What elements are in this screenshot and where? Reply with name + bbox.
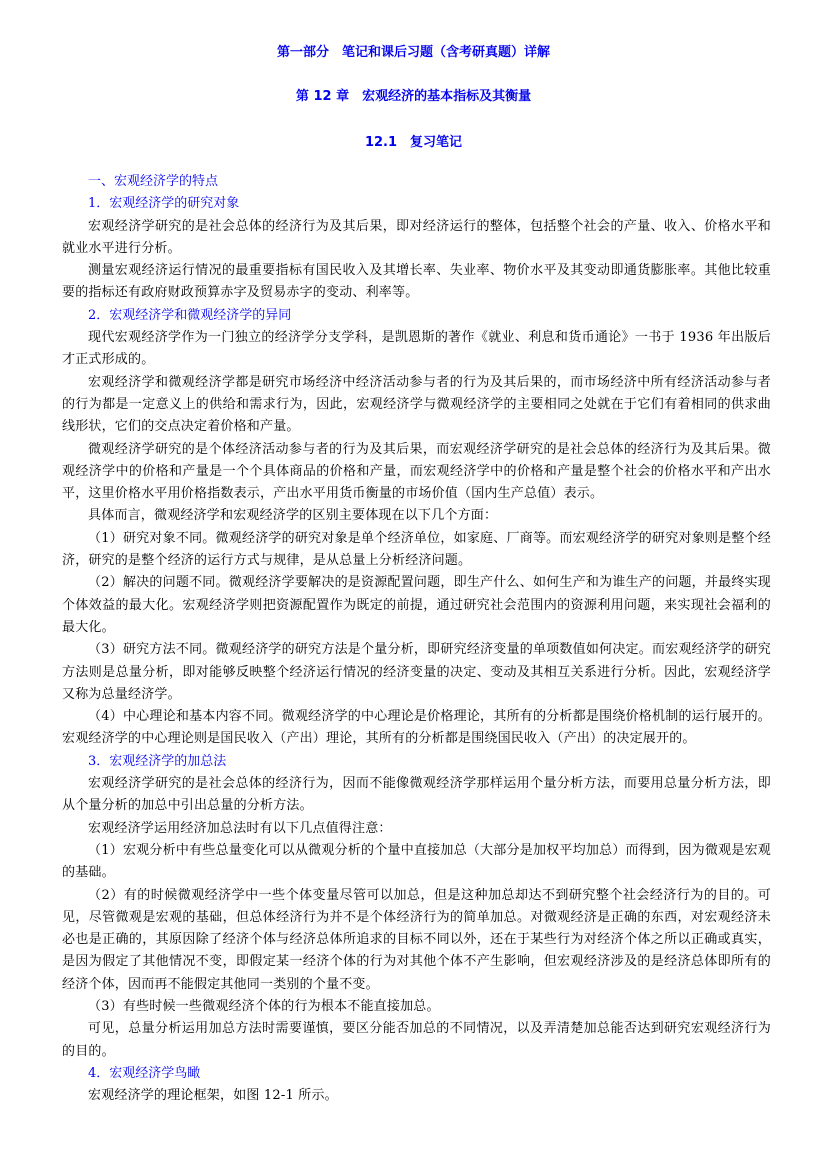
- subheading-research-object: 1．宏观经济学的研究对象: [88, 196, 240, 212]
- list-item: （1）研究对象不同。微观经济学的研究对象是单个经济单位，如家庭、厂商等。而宏观经济学的研究对象则是整个经济，研究的是整个经济的运行方式与规律，是从总量上分析经济问题。: [62, 530, 771, 569]
- paragraph: 宏观经济学研究的是社会总体的经济行为及其后果，即对经济运行的整体，包括整个社会的产量、收入、价格水平和就业水平进行分析。: [62, 218, 771, 256]
- subheading-overview: 4．宏观经济学鸟瞰: [88, 1065, 201, 1081]
- paragraph: 宏观经济学运用经济加总法时有以下几点值得注意：: [88, 820, 392, 836]
- subheading-macro-micro-comparison: 2．宏观经济学和微观经济学的异同: [88, 307, 292, 323]
- paragraph: 宏观经济学的理论框架，如图 12-1 所示。: [88, 1088, 338, 1104]
- part-title: 第一部分 笔记和课后习题（含考研真题）详解: [276, 45, 550, 60]
- document-body: [62, 171, 771, 1107]
- chapter-title: 第 12 章 宏观经济的基本指标及其衡量: [295, 89, 532, 104]
- list-item: （2）有的时候微观经济学中一些个体变量尽管可以加总，但是这种加总却达不到研究整个社会经济行为的目的。可见，尽管微观是宏观的基础，但总体经济行为并不是个体经济行为的简单加总。对微观经济是正确的东西，对宏观经济未必也是正确的，其原因除了经济个体与经济总体所追求的目标不同以外，还在于某些行为对经济个体之所以正确或真实，是因为假定了其他情况不变，即假定某一经济个体的行为对其他个体不产生影响，但宏观经济涉及的是经济总体即所有的经济个体，因而再不能假定其他同一类别的个量不变。: [62, 887, 771, 992]
- paragraph: 宏观经济学研究的是社会总体的经济行为，因而不能像微观经济学那样运用个量分析方法，而要用总量分析方法，即从个量分析的加总中引出总量的分析方法。: [62, 776, 771, 814]
- list-item: （2）解决的问题不同。微观经济学要解决的是资源配置问题，即生产什么、如何生产和为谁生产的问题，并最终实现个体效益的最大化。宏观经济学则把资源配置作为既定的前提，通过研究社会范围内的资源利用问题，来实现社会福利的最大化。: [62, 575, 771, 635]
- heading-characteristics: 一、宏观经济学的特点: [88, 174, 219, 189]
- paragraph: 测量宏观经济运行情况的最重要指标有国民收入及其增长率、失业率、物价水平及其变动即通货膨胀率。其他比较重要的指标还有政府财政预算赤字及贸易赤字的变动、利率等。: [62, 263, 771, 301]
- list-item: （1）宏观分析中有些总量变化可以从微观分析的个量中直接加总（大部分是加权平均加总）而得到，因为微观是宏观的基础。: [62, 842, 771, 881]
- subheading-aggregation-method: 3．宏观经济学的加总法: [88, 753, 227, 769]
- section-title: 12.1 复习笔记: [364, 135, 463, 150]
- list-item: （4）中心理论和基本内容不同。微观经济学的中心理论是价格理论，其所有的分析都是围绕价格机制的运行展开的。宏观经济学的中心理论则是国民收入（产出）理论，其所有的分析都是围绕国民收入（产出）的决定展开的。: [62, 709, 771, 747]
- paragraph: 微观经济学研究的是个体经济活动参与者的行为及其后果，而宏观经济学研究的是社会总体的经济行为及其后果。微观经济学中的价格和产量是一个个具体商品的价格和产量，而宏观经济学中的价格和产量是整个社会的价格水平和产出水平，这里价格水平用价格指数表示，产出水平用货币衡量的市场价值（国内生产总值）表示。: [62, 441, 771, 502]
- paragraph: 具体而言，微观经济学和宏观经济学的区别主要体现在以下几个方面：: [88, 508, 498, 524]
- paragraph: 可见，总量分析运用加总方法时需要谨慎，要区分能否加总的不同情况，以及弄清楚加总能否达到研究宏观经济行为的目的。: [62, 1021, 771, 1059]
- paragraph: 宏观经济学和微观经济学都是研究市场经济中经济活动参与者的行为及其后果的，而市场经济中所有经济活动参与者的行为都是一定意义上的供给和需求行为，因此，宏观经济学与微观经济学的主要相同之处就在于它们有着相同的供求曲线形状，它们的交点决定着价格和产量。: [62, 374, 771, 435]
- list-item: （3）有些时候一些微观经济个体的行为根本不能直接加总。: [88, 998, 440, 1014]
- paragraph: 现代宏观经济学作为一门独立的经济学分支学科，是凯恩斯的著作《就业、利息和货币通论》一书于 1936 年出版后才正式形成的。: [62, 330, 771, 368]
- list-item: （3）研究方法不同。微观经济学的研究方法是个量分析，即研究经济变量的单项数值如何决定。而宏观经济学的研究方法则是总量分析，即对能够反映整个经济运行情况的经济变量的决定、变动及其相互关系进行分析。因此，宏观经济学又称为总量经济学。: [62, 642, 771, 702]
